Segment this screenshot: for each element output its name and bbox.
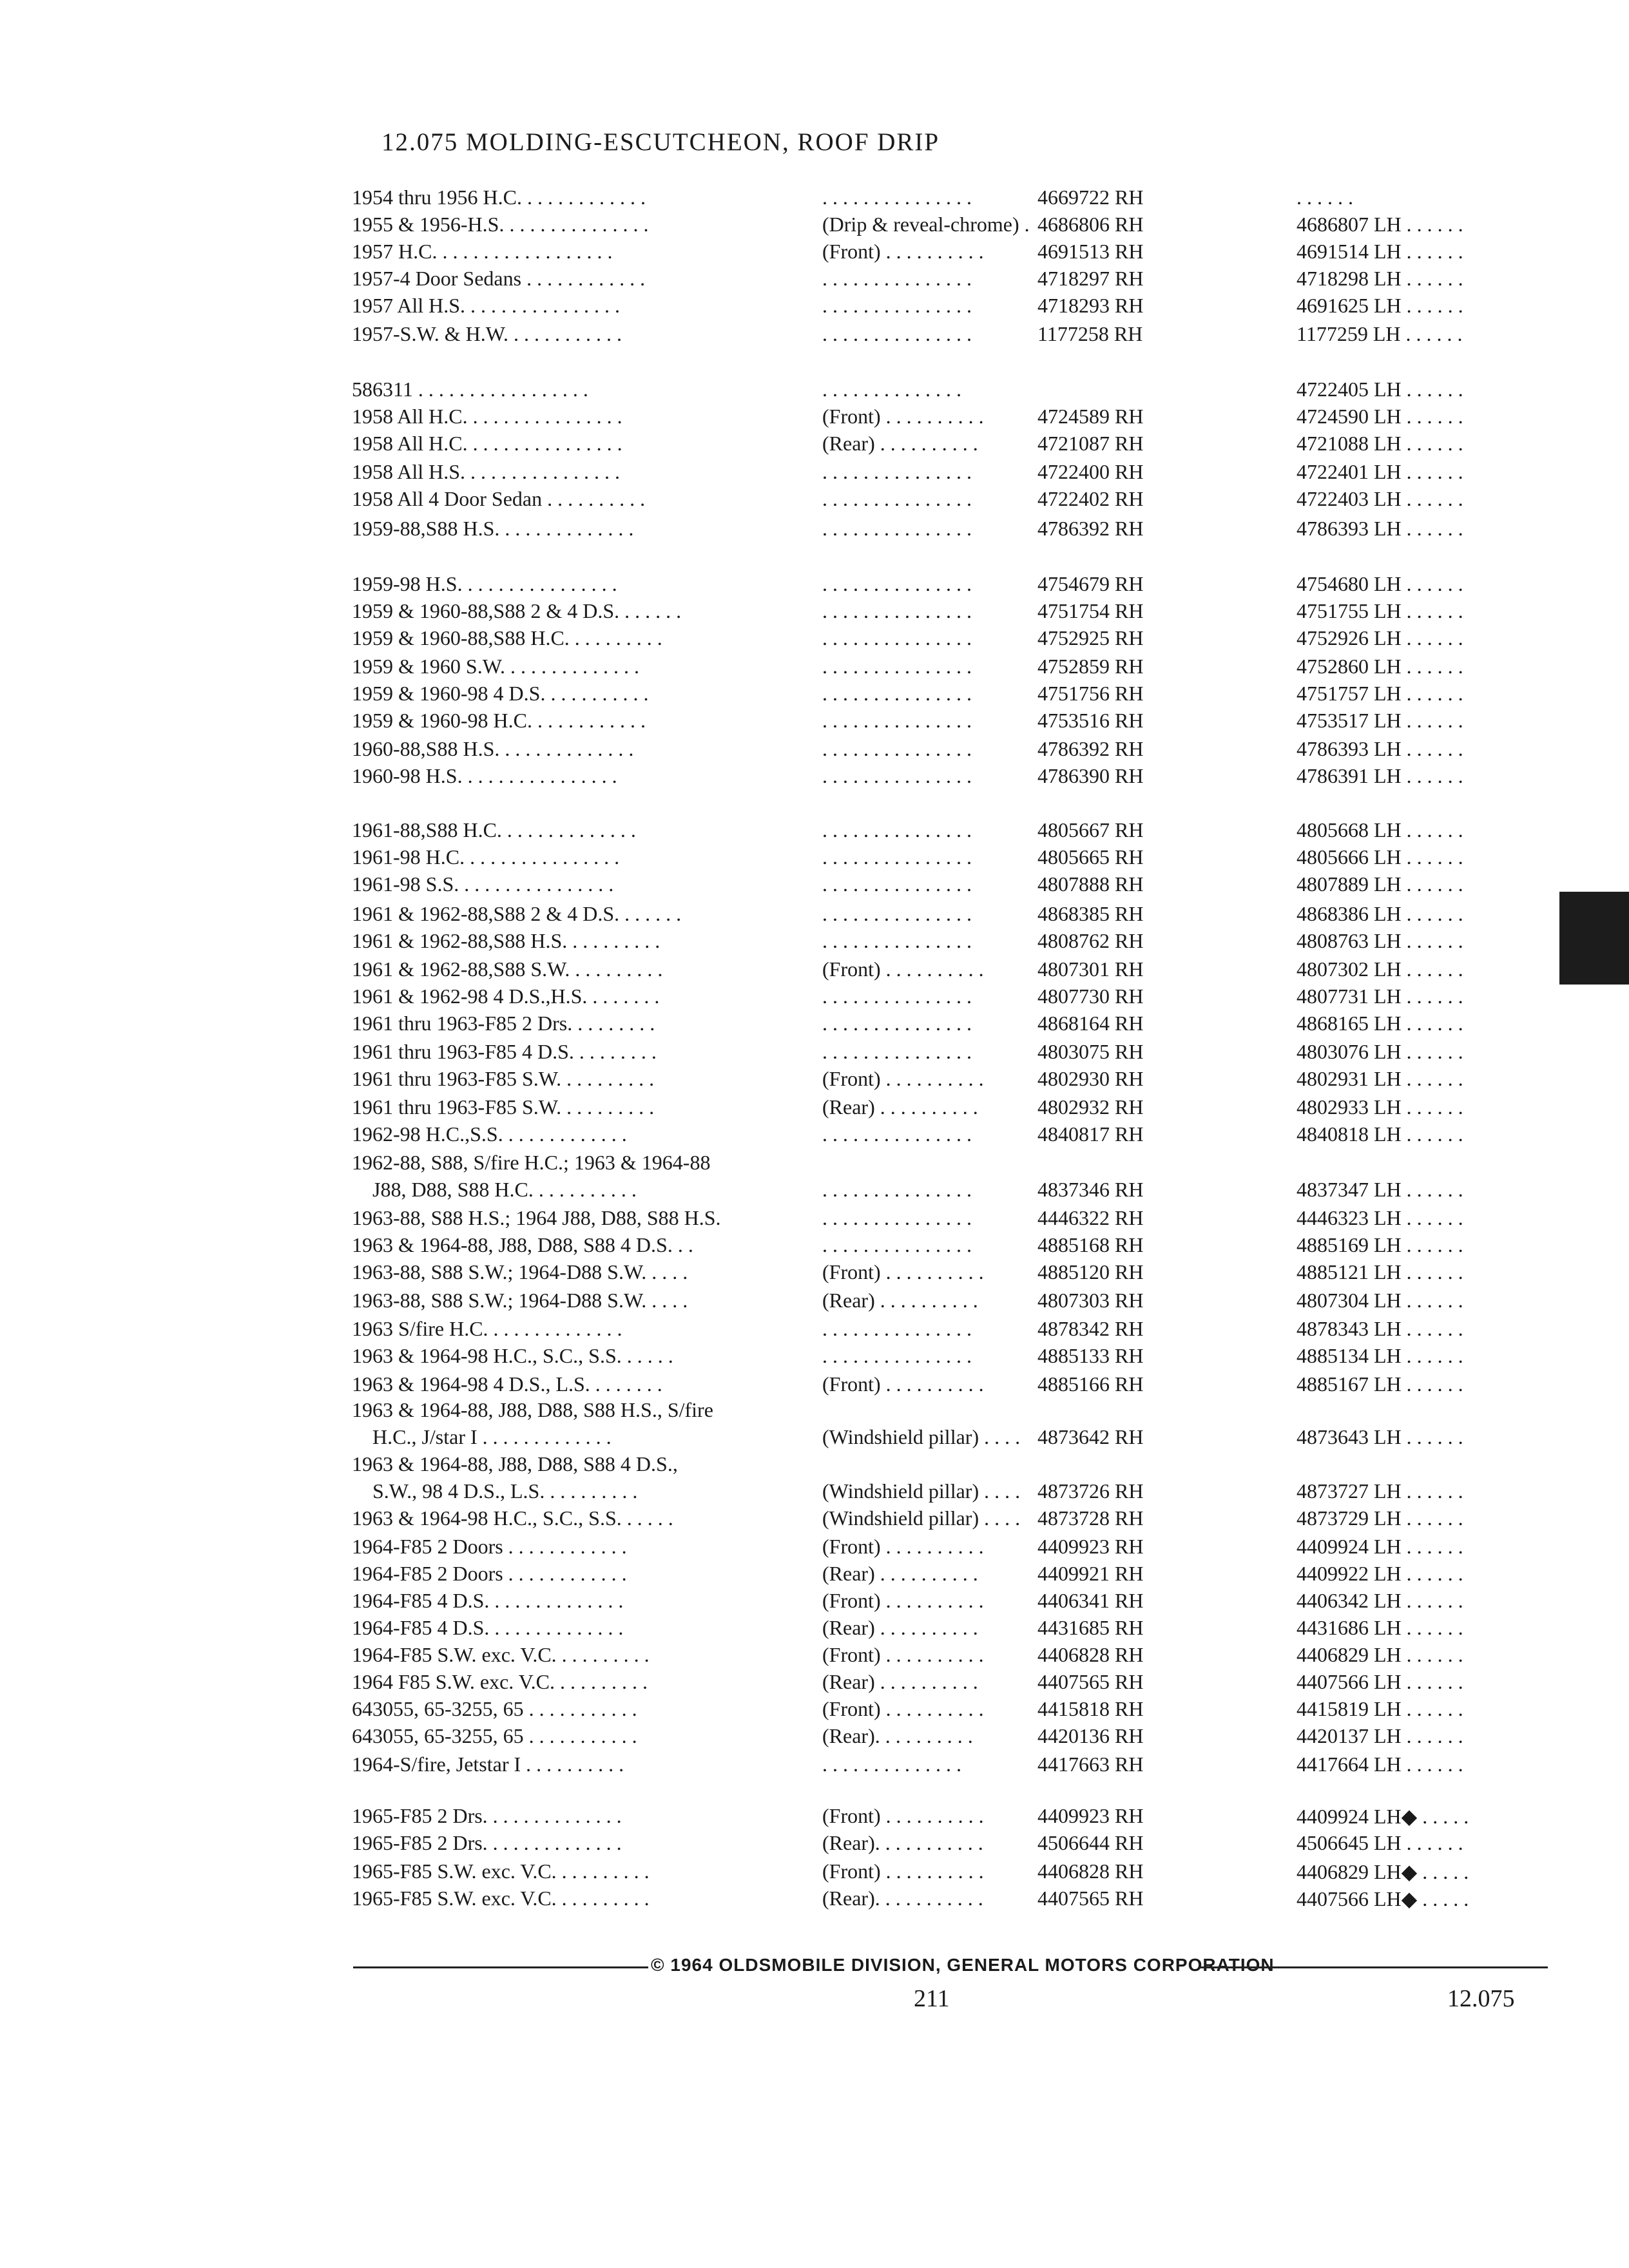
model-cell: 1959 & 1960-98 H.C. . . . . . . . . . . . <box>352 709 646 732</box>
lh-part-cell: 4721088 LH . . . . . . <box>1296 432 1463 455</box>
rh-part-cell: 4407565 RH <box>1037 1887 1144 1910</box>
note-cell: . . . . . . . . . . . . . . . <box>822 682 972 705</box>
table-row <box>0 572 1629 598</box>
rh-part-cell: 4885166 RH <box>1037 1372 1144 1396</box>
table-row <box>0 902 1629 928</box>
note-cell: (Windshield pillar) . . . . <box>822 1425 1021 1448</box>
table-row <box>0 1479 1629 1505</box>
rh-part-cell: 4786392 RH <box>1037 737 1144 760</box>
table-row <box>0 460 1629 486</box>
rh-part-cell: 4718297 RH <box>1037 267 1144 290</box>
note-cell: . . . . . . . . . . . . . . . <box>822 1012 972 1035</box>
note-cell: . . . . . . . . . . . . . . . <box>822 460 972 483</box>
model-cell: 1960-98 H.S. . . . . . . . . . . . . . . . <box>352 764 617 787</box>
table-row <box>0 1452 1629 1478</box>
lh-part-cell: 4786393 LH . . . . . . <box>1296 737 1463 760</box>
rh-part-cell: 4873728 RH <box>1037 1506 1144 1530</box>
lh-part-cell: 4807731 LH . . . . . . <box>1296 985 1463 1008</box>
table-row <box>0 957 1629 983</box>
model-cell: 1954 thru 1956 H.C. . . . . . . . . . . . . <box>352 186 646 209</box>
model-cell: 1963 & 1964-98 H.C., S.C., S.S. . . . . . <box>352 1344 673 1367</box>
model-cell: 1965-F85 S.W. exc. V.C. . . . . . . . . . <box>352 1860 650 1883</box>
rh-part-cell: 4724589 RH <box>1037 405 1144 428</box>
rh-part-cell: 4840817 RH <box>1037 1122 1144 1146</box>
lh-part-cell: 4722401 LH . . . . . . <box>1296 460 1463 483</box>
lh-part-cell: 4417664 LH . . . . . . <box>1296 1753 1463 1776</box>
note-cell: . . . . . . . . . . . . . . . <box>822 322 972 345</box>
note-cell: . . . . . . . . . . . . . . . <box>822 845 972 869</box>
note-cell: . . . . . . . . . . . . . . . <box>822 1233 972 1256</box>
rh-part-cell: 4807303 RH <box>1037 1289 1144 1312</box>
table-row <box>0 655 1629 680</box>
table-row <box>0 432 1629 457</box>
note-cell: (Drip & reveal-chrome) . <box>822 213 1030 236</box>
lh-part-cell: 4691514 LH . . . . . . <box>1296 240 1463 263</box>
rh-part-cell: 4754679 RH <box>1037 572 1144 595</box>
model-cell: 1961 thru 1963-F85 S.W. . . . . . . . . . <box>352 1095 655 1119</box>
lh-part-cell: 4409924 LH◆ . . . . . <box>1296 1805 1469 1828</box>
model-cell: 1964-F85 2 Doors . . . . . . . . . . . . <box>352 1535 627 1558</box>
lh-part-cell: 4752926 LH . . . . . . <box>1296 626 1463 649</box>
model-cell: 1962-88, S88, S/fire H.C.; 1963 & 1964-88 <box>352 1151 711 1174</box>
note-cell: . . . . . . . . . . . . . . . <box>822 294 972 317</box>
rh-part-cell: 4803075 RH <box>1037 1040 1144 1063</box>
rh-part-cell: 4808762 RH <box>1037 929 1144 952</box>
table-row <box>0 1670 1629 1696</box>
table-row <box>0 1589 1629 1615</box>
note-cell: (Rear) . . . . . . . . . . <box>822 1670 978 1693</box>
model-cell: 1959 & 1960-98 4 D.S. . . . . . . . . . . <box>352 682 649 705</box>
lh-part-cell: 4873727 LH . . . . . . <box>1296 1479 1463 1503</box>
rh-part-cell: 4406828 RH <box>1037 1860 1144 1883</box>
lh-part-cell: 4420137 LH . . . . . . <box>1296 1724 1463 1747</box>
rh-part-cell: 4752925 RH <box>1037 626 1144 649</box>
lh-part-cell: 4753517 LH . . . . . . <box>1296 709 1463 732</box>
model-cell: 1957 H.C. . . . . . . . . . . . . . . . . . <box>352 240 613 263</box>
lh-part-cell: 4837347 LH . . . . . . <box>1296 1178 1463 1201</box>
rh-part-cell: 4722402 RH <box>1037 487 1144 510</box>
table-row <box>0 487 1629 513</box>
model-cell: 1959 & 1960-88,S88 H.C. . . . . . . . . . <box>352 626 662 649</box>
table-row <box>0 378 1629 403</box>
note-cell: (Front) . . . . . . . . . . <box>822 1260 984 1283</box>
model-cell: 1963 S/fire H.C. . . . . . . . . . . . . . <box>352 1317 622 1340</box>
table-row <box>0 682 1629 707</box>
model-cell: 1964 F85 S.W. exc. V.C. . . . . . . . . . <box>352 1670 648 1693</box>
footer-rule-right <box>1200 1966 1548 1968</box>
lh-part-cell: 4808763 LH . . . . . . <box>1296 929 1463 952</box>
lh-part-cell: 4431686 LH . . . . . . <box>1296 1616 1463 1639</box>
note-cell: (Rear) . . . . . . . . . . <box>822 432 978 455</box>
table-row <box>0 405 1629 430</box>
model-cell: 1963-88, S88 S.W.; 1964-D88 S.W. . . . . <box>352 1289 688 1312</box>
table-row <box>0 1831 1629 1857</box>
model-cell: 1961 & 1962-88,S88 S.W. . . . . . . . . . <box>352 957 663 981</box>
note-cell: (Front) . . . . . . . . . . <box>822 1372 984 1396</box>
note-cell: . . . . . . . . . . . . . . . <box>822 818 972 841</box>
rh-part-cell: 4669722 RH <box>1037 186 1144 209</box>
table-row <box>0 213 1629 238</box>
model-cell: 1964-F85 S.W. exc. V.C. . . . . . . . . . <box>352 1643 650 1666</box>
model-cell: 1962-98 H.C.,S.S. . . . . . . . . . . . . <box>352 1122 627 1146</box>
lh-part-cell: 4406342 LH . . . . . . <box>1296 1589 1463 1612</box>
note-cell: . . . . . . . . . . . . . . . <box>822 572 972 595</box>
note-cell: . . . . . . . . . . . . . . . <box>822 737 972 760</box>
rh-part-cell: 4802930 RH <box>1037 1067 1144 1090</box>
lh-part-cell: 4802931 LH . . . . . . <box>1296 1067 1463 1090</box>
rh-part-cell: 4805667 RH <box>1037 818 1144 841</box>
lh-part-cell: 4840818 LH . . . . . . <box>1296 1122 1463 1146</box>
table-row <box>0 709 1629 735</box>
table-row <box>0 1643 1629 1669</box>
rh-part-cell: 4407565 RH <box>1037 1670 1144 1693</box>
table-row <box>0 1151 1629 1177</box>
table-row <box>0 1206 1629 1232</box>
model-cell: 1959-88,S88 H.S. . . . . . . . . . . . . . <box>352 517 634 540</box>
lh-part-cell: 4722403 LH . . . . . . <box>1296 487 1463 510</box>
model-cell: 1961-98 H.C. . . . . . . . . . . . . . . . <box>352 845 620 869</box>
rh-part-cell: 4805665 RH <box>1037 845 1144 869</box>
note-cell: . . . . . . . . . . . . . . . <box>822 517 972 540</box>
note-cell: (Windshield pillar) . . . . <box>822 1506 1021 1530</box>
table-row <box>0 818 1629 844</box>
rh-part-cell: 4446322 RH <box>1037 1206 1144 1229</box>
note-cell: . . . . . . . . . . . . . . <box>822 1753 961 1776</box>
table-row <box>0 1425 1629 1451</box>
model-cell: 643055, 65-3255, 65 . . . . . . . . . . . <box>352 1724 637 1747</box>
lh-part-cell: 4724590 LH . . . . . . <box>1296 405 1463 428</box>
note-cell: . . . . . . . . . . . . . . . <box>822 267 972 290</box>
rh-part-cell: 4802932 RH <box>1037 1095 1144 1119</box>
model-cell: 1965-F85 2 Drs. . . . . . . . . . . . . . <box>352 1831 622 1854</box>
lh-part-cell: 4722405 LH . . . . . . <box>1296 378 1463 401</box>
table-row <box>0 186 1629 211</box>
lh-part-cell: 4803076 LH . . . . . . <box>1296 1040 1463 1063</box>
rh-part-cell: 4431685 RH <box>1037 1616 1144 1639</box>
model-cell: 1959 & 1960 S.W. . . . . . . . . . . . . . <box>352 655 639 678</box>
model-cell: 1961 & 1962-88,S88 2 & 4 D.S. . . . . . . <box>352 902 682 925</box>
table-row <box>0 1233 1629 1259</box>
note-cell: . . . . . . . . . . . . . . . <box>822 1206 972 1229</box>
section-tab-marker <box>1559 892 1629 985</box>
note-cell: (Front) . . . . . . . . . . <box>822 240 984 263</box>
rh-part-cell: 4752859 RH <box>1037 655 1144 678</box>
rh-part-cell: 1177258 RH <box>1037 322 1143 345</box>
model-cell: 1957-S.W. & H.W. . . . . . . . . . . . <box>352 322 622 345</box>
table-row <box>0 626 1629 652</box>
note-cell: (Front) . . . . . . . . . . <box>822 1697 984 1720</box>
model-cell: 1963 & 1964-88, J88, D88, S88 4 D.S. . . <box>352 1233 693 1256</box>
table-row <box>0 1122 1629 1148</box>
model-cell: 1964-F85 4 D.S. . . . . . . . . . . . . . <box>352 1589 624 1612</box>
model-cell: 1961 thru 1963-F85 4 D.S. . . . . . . . . <box>352 1040 657 1063</box>
model-cell: 643055, 65-3255, 65 . . . . . . . . . . . <box>352 1697 637 1720</box>
rh-part-cell: 4885168 RH <box>1037 1233 1144 1256</box>
table-row <box>0 1697 1629 1723</box>
note-cell: (Front) . . . . . . . . . . <box>822 405 984 428</box>
lh-part-cell: 4805668 LH . . . . . . <box>1296 818 1463 841</box>
rh-part-cell: 4873726 RH <box>1037 1479 1144 1503</box>
model-cell: 1958 All H.C. . . . . . . . . . . . . . . . <box>352 405 622 428</box>
lh-part-cell: 4885169 LH . . . . . . <box>1296 1233 1463 1256</box>
table-row <box>0 1344 1629 1370</box>
rh-part-cell: 4691513 RH <box>1037 240 1144 263</box>
lh-part-cell: 4807304 LH . . . . . . <box>1296 1289 1463 1312</box>
table-row <box>0 294 1629 320</box>
note-cell: . . . . . . . . . . . . . . <box>822 378 961 401</box>
rh-part-cell: 4721087 RH <box>1037 432 1144 455</box>
note-cell: (Front) . . . . . . . . . . <box>822 1643 984 1666</box>
model-cell: 1961 & 1962-88,S88 H.S. . . . . . . . . . <box>352 929 660 952</box>
rh-part-cell: 4718293 RH <box>1037 294 1144 317</box>
table-row <box>0 1095 1629 1121</box>
lh-part-cell: 4686807 LH . . . . . . <box>1296 213 1463 236</box>
rh-part-cell: 4686806 RH <box>1037 213 1144 236</box>
lh-part-cell: 4752860 LH . . . . . . <box>1296 655 1463 678</box>
rh-part-cell: 4406341 RH <box>1037 1589 1144 1612</box>
model-cell: 1957-4 Door Sedans . . . . . . . . . . . . <box>352 267 646 290</box>
model-cell: 1963 & 1964-98 H.C., S.C., S.S. . . . . . <box>352 1506 673 1530</box>
lh-part-cell: 4407566 LH . . . . . . <box>1296 1670 1463 1693</box>
model-cell: 1957 All H.S. . . . . . . . . . . . . . . . <box>352 294 621 317</box>
lh-part-cell: 4506645 LH . . . . . . <box>1296 1831 1463 1854</box>
note-cell: (Front) . . . . . . . . . . <box>822 1589 984 1612</box>
note-cell: (Rear) . . . . . . . . . . <box>822 1095 978 1119</box>
rh-part-cell: 4786392 RH <box>1037 517 1144 540</box>
table-row <box>0 517 1629 543</box>
note-cell: (Rear) . . . . . . . . . . <box>822 1562 978 1585</box>
rh-part-cell: 4751754 RH <box>1037 599 1144 622</box>
model-cell: 1960-88,S88 H.S. . . . . . . . . . . . . . <box>352 737 634 760</box>
note-cell: . . . . . . . . . . . . . . . <box>822 599 972 622</box>
table-row <box>0 1804 1629 1830</box>
table-row <box>0 267 1629 293</box>
page-number: 211 <box>914 1985 950 2012</box>
lh-part-cell: 4406829 LH◆ . . . . . <box>1296 1860 1469 1883</box>
table-row <box>0 1260 1629 1286</box>
table-row <box>0 1724 1629 1750</box>
table-row <box>0 929 1629 955</box>
model-cell: 1963 & 1964-88, J88, D88, S88 H.S., S/fire <box>352 1398 713 1421</box>
section-code: 12.075 <box>1447 1985 1515 2012</box>
note-cell: . . . . . . . . . . . . . . . <box>822 1178 972 1201</box>
lh-part-cell: 1177259 LH . . . . . . <box>1296 322 1463 345</box>
note-cell: (Rear) . . . . . . . . . . <box>822 1289 978 1312</box>
table-row <box>0 1317 1629 1343</box>
table-row <box>0 1067 1629 1093</box>
model-cell: 1964-F85 2 Doors . . . . . . . . . . . . <box>352 1562 627 1585</box>
model-cell: 1963-88, S88 S.W.; 1964-D88 S.W. . . . . <box>352 1260 688 1283</box>
lh-part-cell: 4786391 LH . . . . . . <box>1296 764 1463 787</box>
lh-part-cell: 4409924 LH . . . . . . <box>1296 1535 1463 1558</box>
lh-part-cell: 4807889 LH . . . . . . <box>1296 872 1463 896</box>
lh-part-cell: 4415819 LH . . . . . . <box>1296 1697 1463 1720</box>
rh-part-cell: 4873642 RH <box>1037 1425 1144 1448</box>
rh-part-cell: 4409923 RH <box>1037 1804 1144 1827</box>
note-cell: (Rear). . . . . . . . . . . <box>822 1887 983 1910</box>
rh-part-cell: 4409923 RH <box>1037 1535 1144 1558</box>
note-cell: (Windshield pillar) . . . . <box>822 1479 1021 1503</box>
note-cell: . . . . . . . . . . . . . . . <box>822 1122 972 1146</box>
lh-part-cell: 4885167 LH . . . . . . <box>1296 1372 1463 1396</box>
lh-part-cell: 4805666 LH . . . . . . <box>1296 845 1463 869</box>
note-cell: . . . . . . . . . . . . . . . <box>822 1040 972 1063</box>
rh-part-cell: 4506644 RH <box>1037 1831 1144 1854</box>
lh-part-cell: 4446323 LH . . . . . . <box>1296 1206 1463 1229</box>
rh-part-cell: 4420136 RH <box>1037 1724 1144 1747</box>
rh-part-cell: 4786390 RH <box>1037 764 1144 787</box>
note-cell: (Rear). . . . . . . . . . <box>822 1724 973 1747</box>
lh-part-cell: 4407566 LH◆ . . . . . <box>1296 1887 1469 1910</box>
table-row <box>0 985 1629 1010</box>
model-cell: 1961 & 1962-98 4 D.S.,H.S. . . . . . . . <box>352 985 660 1008</box>
note-cell: . . . . . . . . . . . . . . . <box>822 1317 972 1340</box>
table-row <box>0 1289 1629 1314</box>
model-cell: J88, D88, S88 H.C. . . . . . . . . . . <box>372 1178 637 1201</box>
table-row <box>0 1535 1629 1561</box>
note-cell: . . . . . . . . . . . . . . . <box>822 1344 972 1367</box>
lh-part-cell: 4751755 LH . . . . . . <box>1296 599 1463 622</box>
table-row <box>0 240 1629 265</box>
model-cell: 1961 thru 1963-F85 2 Drs. . . . . . . . . <box>352 1012 655 1035</box>
lh-part-cell: 4885134 LH . . . . . . <box>1296 1344 1463 1367</box>
table-row <box>0 1887 1629 1912</box>
table-row <box>0 1562 1629 1588</box>
table-row <box>0 1398 1629 1424</box>
model-cell: H.C., J/star I . . . . . . . . . . . . . <box>372 1425 612 1448</box>
lh-part-cell: 4751757 LH . . . . . . <box>1296 682 1463 705</box>
table-row <box>0 737 1629 763</box>
lh-part-cell: 4802933 LH . . . . . . <box>1296 1095 1463 1119</box>
rh-part-cell: 4868385 RH <box>1037 902 1144 925</box>
table-row <box>0 845 1629 871</box>
model-cell: 1965-F85 2 Drs. . . . . . . . . . . . . . <box>352 1804 622 1827</box>
model-cell: 1963 & 1964-98 4 D.S., L.S. . . . . . . . <box>352 1372 662 1396</box>
note-cell: (Front) . . . . . . . . . . <box>822 1860 984 1883</box>
lh-part-cell: 4807302 LH . . . . . . <box>1296 957 1463 981</box>
rh-part-cell: 4415818 RH <box>1037 1697 1144 1720</box>
model-cell: 1961 thru 1963-F85 S.W. . . . . . . . . . <box>352 1067 655 1090</box>
note-cell: . . . . . . . . . . . . . . . <box>822 985 972 1008</box>
rh-part-cell: 4722400 RH <box>1037 460 1144 483</box>
rh-part-cell: 4868164 RH <box>1037 1012 1144 1035</box>
rh-part-cell: 4417663 RH <box>1037 1753 1144 1776</box>
table-row <box>0 1372 1629 1398</box>
note-cell: (Rear). . . . . . . . . . . <box>822 1831 983 1854</box>
note-cell: . . . . . . . . . . . . . . . <box>822 902 972 925</box>
note-cell: . . . . . . . . . . . . . . . <box>822 186 972 209</box>
lh-part-cell: 4786393 LH . . . . . . <box>1296 517 1463 540</box>
lh-part-cell: 4406829 LH . . . . . . <box>1296 1643 1463 1666</box>
model-cell: 1958 All H.S. . . . . . . . . . . . . . . . <box>352 460 621 483</box>
rh-part-cell: 4409921 RH <box>1037 1562 1144 1585</box>
rh-part-cell: 4885120 RH <box>1037 1260 1144 1283</box>
note-cell: (Front) . . . . . . . . . . <box>822 1804 984 1827</box>
rh-part-cell: 4807730 RH <box>1037 985 1144 1008</box>
table-row <box>0 764 1629 790</box>
model-cell: 1964-F85 4 D.S. . . . . . . . . . . . . . <box>352 1616 624 1639</box>
model-cell: 1959-98 H.S. . . . . . . . . . . . . . . . <box>352 572 617 595</box>
note-cell: (Front) . . . . . . . . . . <box>822 1535 984 1558</box>
rh-part-cell: 4878342 RH <box>1037 1317 1144 1340</box>
table-row <box>0 1506 1629 1532</box>
note-cell: . . . . . . . . . . . . . . . <box>822 709 972 732</box>
lh-part-cell: 4873729 LH . . . . . . <box>1296 1506 1463 1530</box>
table-row <box>0 1178 1629 1204</box>
model-cell: 1963 & 1964-88, J88, D88, S88 4 D.S., <box>352 1452 678 1475</box>
lh-part-cell: 4885121 LH . . . . . . <box>1296 1260 1463 1283</box>
model-cell: 1965-F85 S.W. exc. V.C. . . . . . . . . . <box>352 1887 650 1910</box>
lh-part-cell: 4754680 LH . . . . . . <box>1296 572 1463 595</box>
model-cell: 1961-98 S.S. . . . . . . . . . . . . . . . <box>352 872 614 896</box>
note-cell: . . . . . . . . . . . . . . . <box>822 626 972 649</box>
rh-part-cell: 4885133 RH <box>1037 1344 1144 1367</box>
page-title: 12.075 MOLDING-ESCUTCHEON, ROOF DRIP <box>381 128 940 156</box>
model-cell: 1955 & 1956-H.S. . . . . . . . . . . . . . . <box>352 213 649 236</box>
model-cell: 1963-88, S88 H.S.; 1964 J88, D88, S88 H.S. <box>352 1206 721 1229</box>
table-row <box>0 1040 1629 1066</box>
footer-rule-left <box>353 1966 648 1968</box>
rh-part-cell: 4751756 RH <box>1037 682 1144 705</box>
model-cell: 1961-88,S88 H.C. . . . . . . . . . . . . . <box>352 818 636 841</box>
note-cell: (Rear) . . . . . . . . . . <box>822 1616 978 1639</box>
note-cell: (Front) . . . . . . . . . . <box>822 1067 984 1090</box>
note-cell: (Front) . . . . . . . . . . <box>822 957 984 981</box>
lh-part-cell: 4868165 LH . . . . . . <box>1296 1012 1463 1035</box>
table-row <box>0 1616 1629 1642</box>
model-cell: 1958 All 4 Door Sedan . . . . . . . . . . <box>352 487 646 510</box>
lh-part-cell: 4873643 LH . . . . . . <box>1296 1425 1463 1448</box>
lh-part-cell: 4691625 LH . . . . . . <box>1296 294 1463 317</box>
model-cell: 586311 . . . . . . . . . . . . . . . . . <box>352 378 588 401</box>
note-cell: . . . . . . . . . . . . . . . <box>822 487 972 510</box>
table-row <box>0 599 1629 625</box>
lh-part-cell: 4409922 LH . . . . . . <box>1296 1562 1463 1585</box>
note-cell: . . . . . . . . . . . . . . . <box>822 929 972 952</box>
note-cell: . . . . . . . . . . . . . . . <box>822 655 972 678</box>
lh-part-cell: 4878343 LH . . . . . . <box>1296 1317 1463 1340</box>
table-row <box>0 1012 1629 1037</box>
lh-part-cell: 4718298 LH . . . . . . <box>1296 267 1463 290</box>
lh-part-cell: . . . . . . <box>1296 186 1353 209</box>
rh-part-cell: 4807888 RH <box>1037 872 1144 896</box>
model-cell: S.W., 98 4 D.S., L.S. . . . . . . . . . <box>372 1479 638 1503</box>
model-cell: 1964-S/fire, Jetstar I . . . . . . . . . . <box>352 1753 624 1776</box>
model-cell: 1958 All H.C. . . . . . . . . . . . . . . . <box>352 432 622 455</box>
model-cell: 1959 & 1960-88,S88 2 & 4 D.S. . . . . . . <box>352 599 682 622</box>
table-row <box>0 1753 1629 1778</box>
footer-copyright: © 1964 OLDSMOBILE DIVISION, GENERAL MOTORS CORPORATION <box>651 1955 1275 1975</box>
rh-part-cell: 4837346 RH <box>1037 1178 1144 1201</box>
rh-part-cell: 4406828 RH <box>1037 1643 1144 1666</box>
table-row <box>0 872 1629 898</box>
table-row <box>0 1860 1629 1885</box>
note-cell: . . . . . . . . . . . . . . . <box>822 872 972 896</box>
table-row <box>0 322 1629 348</box>
lh-part-cell: 4868386 LH . . . . . . <box>1296 902 1463 925</box>
rh-part-cell: 4753516 RH <box>1037 709 1144 732</box>
rh-part-cell: 4807301 RH <box>1037 957 1144 981</box>
note-cell: . . . . . . . . . . . . . . . <box>822 764 972 787</box>
